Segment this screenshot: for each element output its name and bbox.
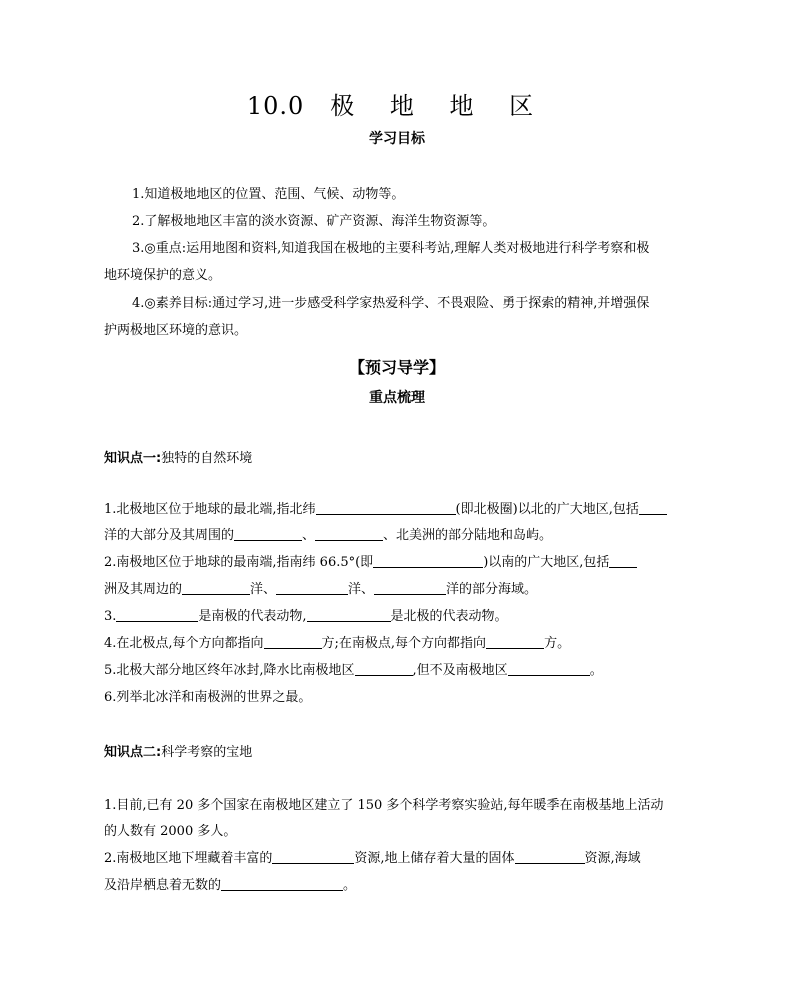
kp2-q2-text-b: 资源,地上储存着大量的固体 <box>354 851 515 866</box>
kp2-q2-text-c: 资源,海域 <box>584 851 641 866</box>
blank-arctic-latitude[interactable] <box>316 500 456 515</box>
kp1-q1-text-e: 、北美洲的部分陆地和岛屿。 <box>383 528 553 543</box>
kp1-question-3 <box>104 607 694 627</box>
chapter-number: 10.0 <box>246 92 305 120</box>
kp1-q2-text-c: 洲及其周边的 <box>104 582 183 597</box>
kp2-question-2-line-2 <box>104 876 694 896</box>
kp2-question-2-line-1 <box>104 849 694 869</box>
kp1-q1-text-d: 、 <box>302 528 316 543</box>
kp1-q4-text-c: 方。 <box>544 636 571 651</box>
chapter-title <box>0 86 794 121</box>
objective-2: 2.了解极地地区丰富的淡水资源、矿产资源、海洋生物资源等。 <box>132 214 496 229</box>
kp1-question-4 <box>104 634 694 654</box>
objectives-heading: 学习目标 <box>369 131 425 147</box>
blank-north-pole-direction[interactable] <box>264 634 322 649</box>
kp1-q3-text-a: 3. <box>104 609 117 624</box>
blank-continent-2[interactable] <box>315 526 383 541</box>
kp1-q5-text-a: 5.北极大部分地区终年冰封,降水比南极地区 <box>104 663 355 678</box>
kp1-q2-text-e: 洋、 <box>348 582 375 597</box>
kp2-question-1-line-1: 1.目前,已有 20 多个国家在南极地区建立了 150 多个科学考察实验站,每年暖季在南极基地上活动 <box>104 798 664 813</box>
knowledge-point-1-label: 知识点一: <box>104 451 162 466</box>
objective-4-line-2: 护两极地区环境的意识。 <box>104 323 248 338</box>
blank-arctic-animal[interactable] <box>307 607 391 622</box>
kp1-q4-text-b: 方;在南极点,每个方向都指向 <box>321 636 487 651</box>
blank-south-pole-direction[interactable] <box>486 634 544 649</box>
blank-precipitation-limit[interactable] <box>508 661 590 676</box>
kp2-q2-text-e: 。 <box>343 878 357 893</box>
chapter-name: 极 地 地 区 <box>330 92 548 120</box>
blank-precipitation-compare[interactable] <box>355 661 413 676</box>
blank-mineral-resource[interactable] <box>272 849 354 864</box>
blank-antarctica[interactable] <box>609 553 637 568</box>
kp1-q2-text-a: 2.南极地区位于地球的最南端,指南纬 66.5°(即 <box>104 555 374 570</box>
kp1-q1-text-a: 1.北极地区位于地球的最北端,指北纬 <box>104 502 316 517</box>
kp1-q1-text-c: 洋的大部分及其周围的 <box>104 528 235 543</box>
kp1-question-1-line-1 <box>104 500 694 520</box>
knowledge-point-2-label: 知识点二: <box>104 745 162 760</box>
preview-section-title: 【预习导学】 <box>348 358 445 377</box>
knowledge-point-2-title: 科学考察的宝地 <box>161 745 253 760</box>
kp2-q2-text-d: 及沿岸栖息着无数的 <box>104 878 222 893</box>
blank-antarctic-animal[interactable] <box>116 607 198 622</box>
kp1-q3-text-b: 是南极的代表动物, <box>198 609 307 624</box>
objective-3-line-1: 3.◎重点:运用地图和资料,知道我国在极地的主要科考站,理解人类对极地进行科学考察和极 <box>132 241 650 256</box>
key-points-subtitle: 重点梳理 <box>369 390 425 406</box>
kp1-q5-text-b: ,但不及南极地区 <box>412 663 508 678</box>
knowledge-point-1-title: 独特的自然环境 <box>161 451 253 466</box>
kp2-question-1-line-2: 的人数有 2000 多人。 <box>104 824 237 839</box>
blank-antarctic-circle[interactable] <box>373 553 483 568</box>
objective-1: 1.知道极地地区的位置、范围、气候、动物等。 <box>132 187 405 202</box>
knowledge-point-1-heading <box>104 447 252 466</box>
blank-solid-resource[interactable] <box>515 849 585 864</box>
objective-4-line-1: 4.◎素养目标:通过学习,进一步感受科学家热爱科学、不畏艰险、勇于探索的精神,并增强保 <box>132 296 650 311</box>
kp1-question-6: 6.列举北冰洋和南极洲的世界之最。 <box>104 690 312 705</box>
kp1-q2-text-b: )以南的广大地区,包括 <box>483 555 610 570</box>
kp1-q4-text-a: 4.在北极点,每个方向都指向 <box>104 636 264 651</box>
kp1-q2-text-f: 洋的部分海域。 <box>446 582 538 597</box>
knowledge-point-2-heading <box>104 741 252 760</box>
objective-3-line-2: 地环境保护的意义。 <box>104 268 222 283</box>
kp1-question-5 <box>104 661 694 681</box>
blank-ocean-2[interactable] <box>276 580 348 595</box>
blank-arctic-ocean[interactable] <box>639 500 667 515</box>
kp1-question-2-line-1 <box>104 553 694 573</box>
kp1-q5-text-c: 。 <box>589 663 603 678</box>
kp1-q2-text-d: 洋、 <box>250 582 277 597</box>
kp2-q2-text-a: 2.南极地区地下埋藏着丰富的 <box>104 851 273 866</box>
blank-ocean-1[interactable] <box>182 580 250 595</box>
blank-ocean-3[interactable] <box>374 580 446 595</box>
blank-continent-1[interactable] <box>234 526 302 541</box>
kp1-q1-text-b: (即北极圈)以北的广大地区,包括 <box>455 502 639 517</box>
kp1-question-1-line-2 <box>104 526 694 546</box>
blank-marine-life[interactable] <box>221 876 343 891</box>
kp1-question-2-line-2 <box>104 580 694 600</box>
kp1-q3-text-c: 是北极的代表动物。 <box>390 609 508 624</box>
